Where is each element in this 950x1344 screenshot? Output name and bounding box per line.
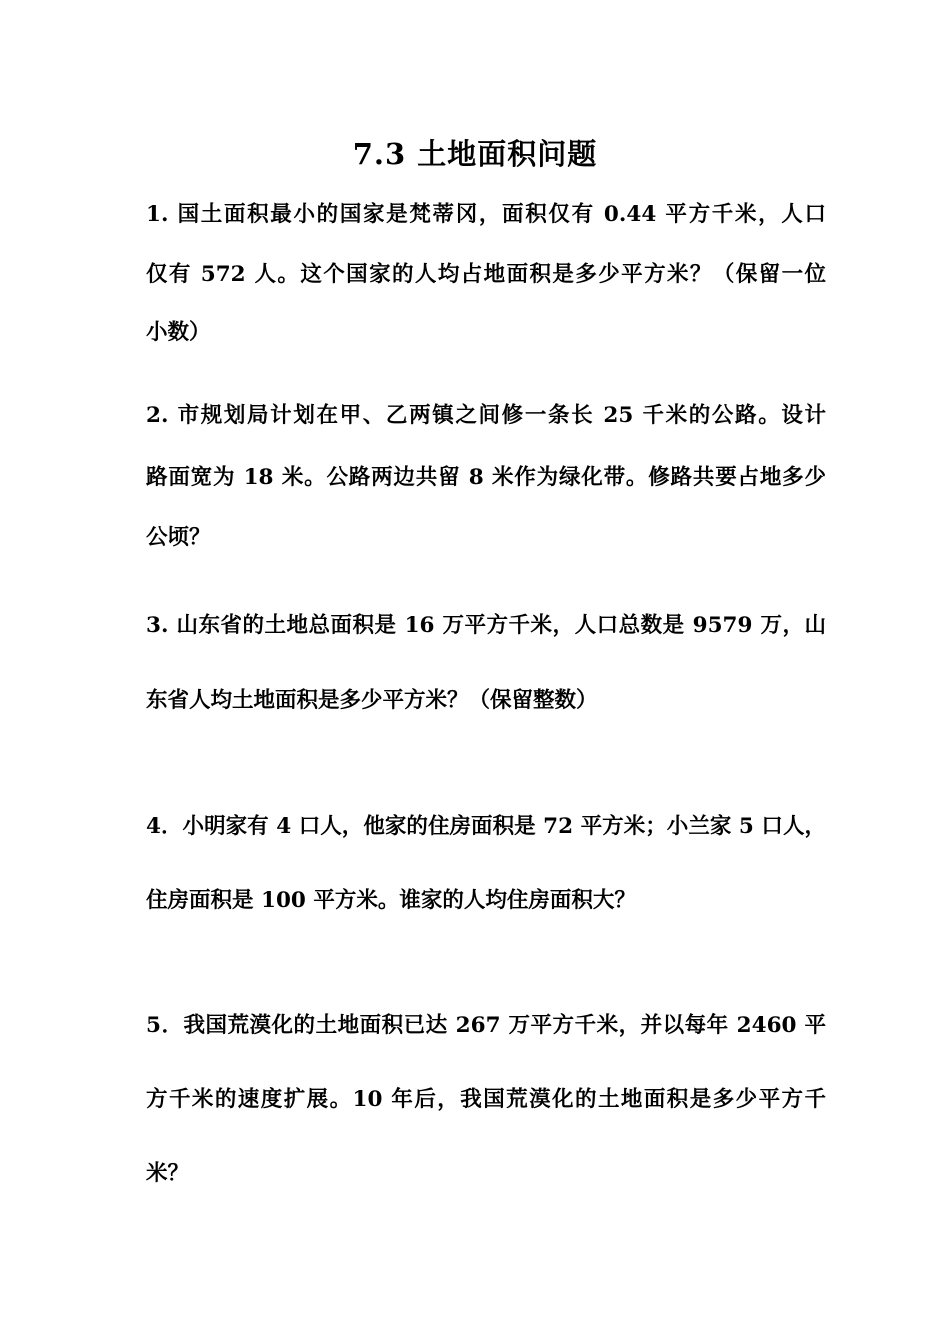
problem-3-line-1: 3. 山东省的土地总面积是 16 万平方千米，人口总数是 9579 万，山: [146, 613, 826, 638]
page-title: 7.3 土地面积问题: [352, 137, 598, 171]
problem-1-line-3: 小数）: [146, 320, 211, 345]
problem-5-line-3: 米？: [146, 1161, 190, 1186]
problem-5-line-2: 方千米的速度扩展。10 年后，我国荒漠化的土地面积是多少平方千: [146, 1087, 826, 1112]
problem-1-line-2: 仅有 572 人。这个国家的人均占地面积是多少平方米？（保留一位: [146, 262, 826, 287]
problem-2-line-1: 2. 市规划局计划在甲、乙两镇之间修一条长 25 千米的公路。设计: [146, 403, 826, 428]
problem-1-line-1: 1. 国土面积最小的国家是梵蒂冈，面积仅有 0.44 平方千米，人口: [146, 202, 826, 227]
problem-4-line-1: 4．小明家有 4 口人，他家的住房面积是 72 平方米；小兰家 5 口人，: [146, 814, 826, 839]
problem-2-line-3: 公顷？: [146, 525, 211, 550]
problem-2-line-2: 路面宽为 18 米。公路两边共留 8 米作为绿化带。修路共要占地多少: [146, 465, 826, 490]
problem-5-line-1: 5．我国荒漠化的土地面积已达 267 万平方千米，并以每年 2460 平: [146, 1013, 826, 1038]
problem-4-line-2: 住房面积是 100 平方米。谁家的人均住房面积大？: [146, 888, 636, 913]
problem-3-line-2: 东省人均土地面积是多少平方米？（保留整数）: [146, 688, 598, 713]
